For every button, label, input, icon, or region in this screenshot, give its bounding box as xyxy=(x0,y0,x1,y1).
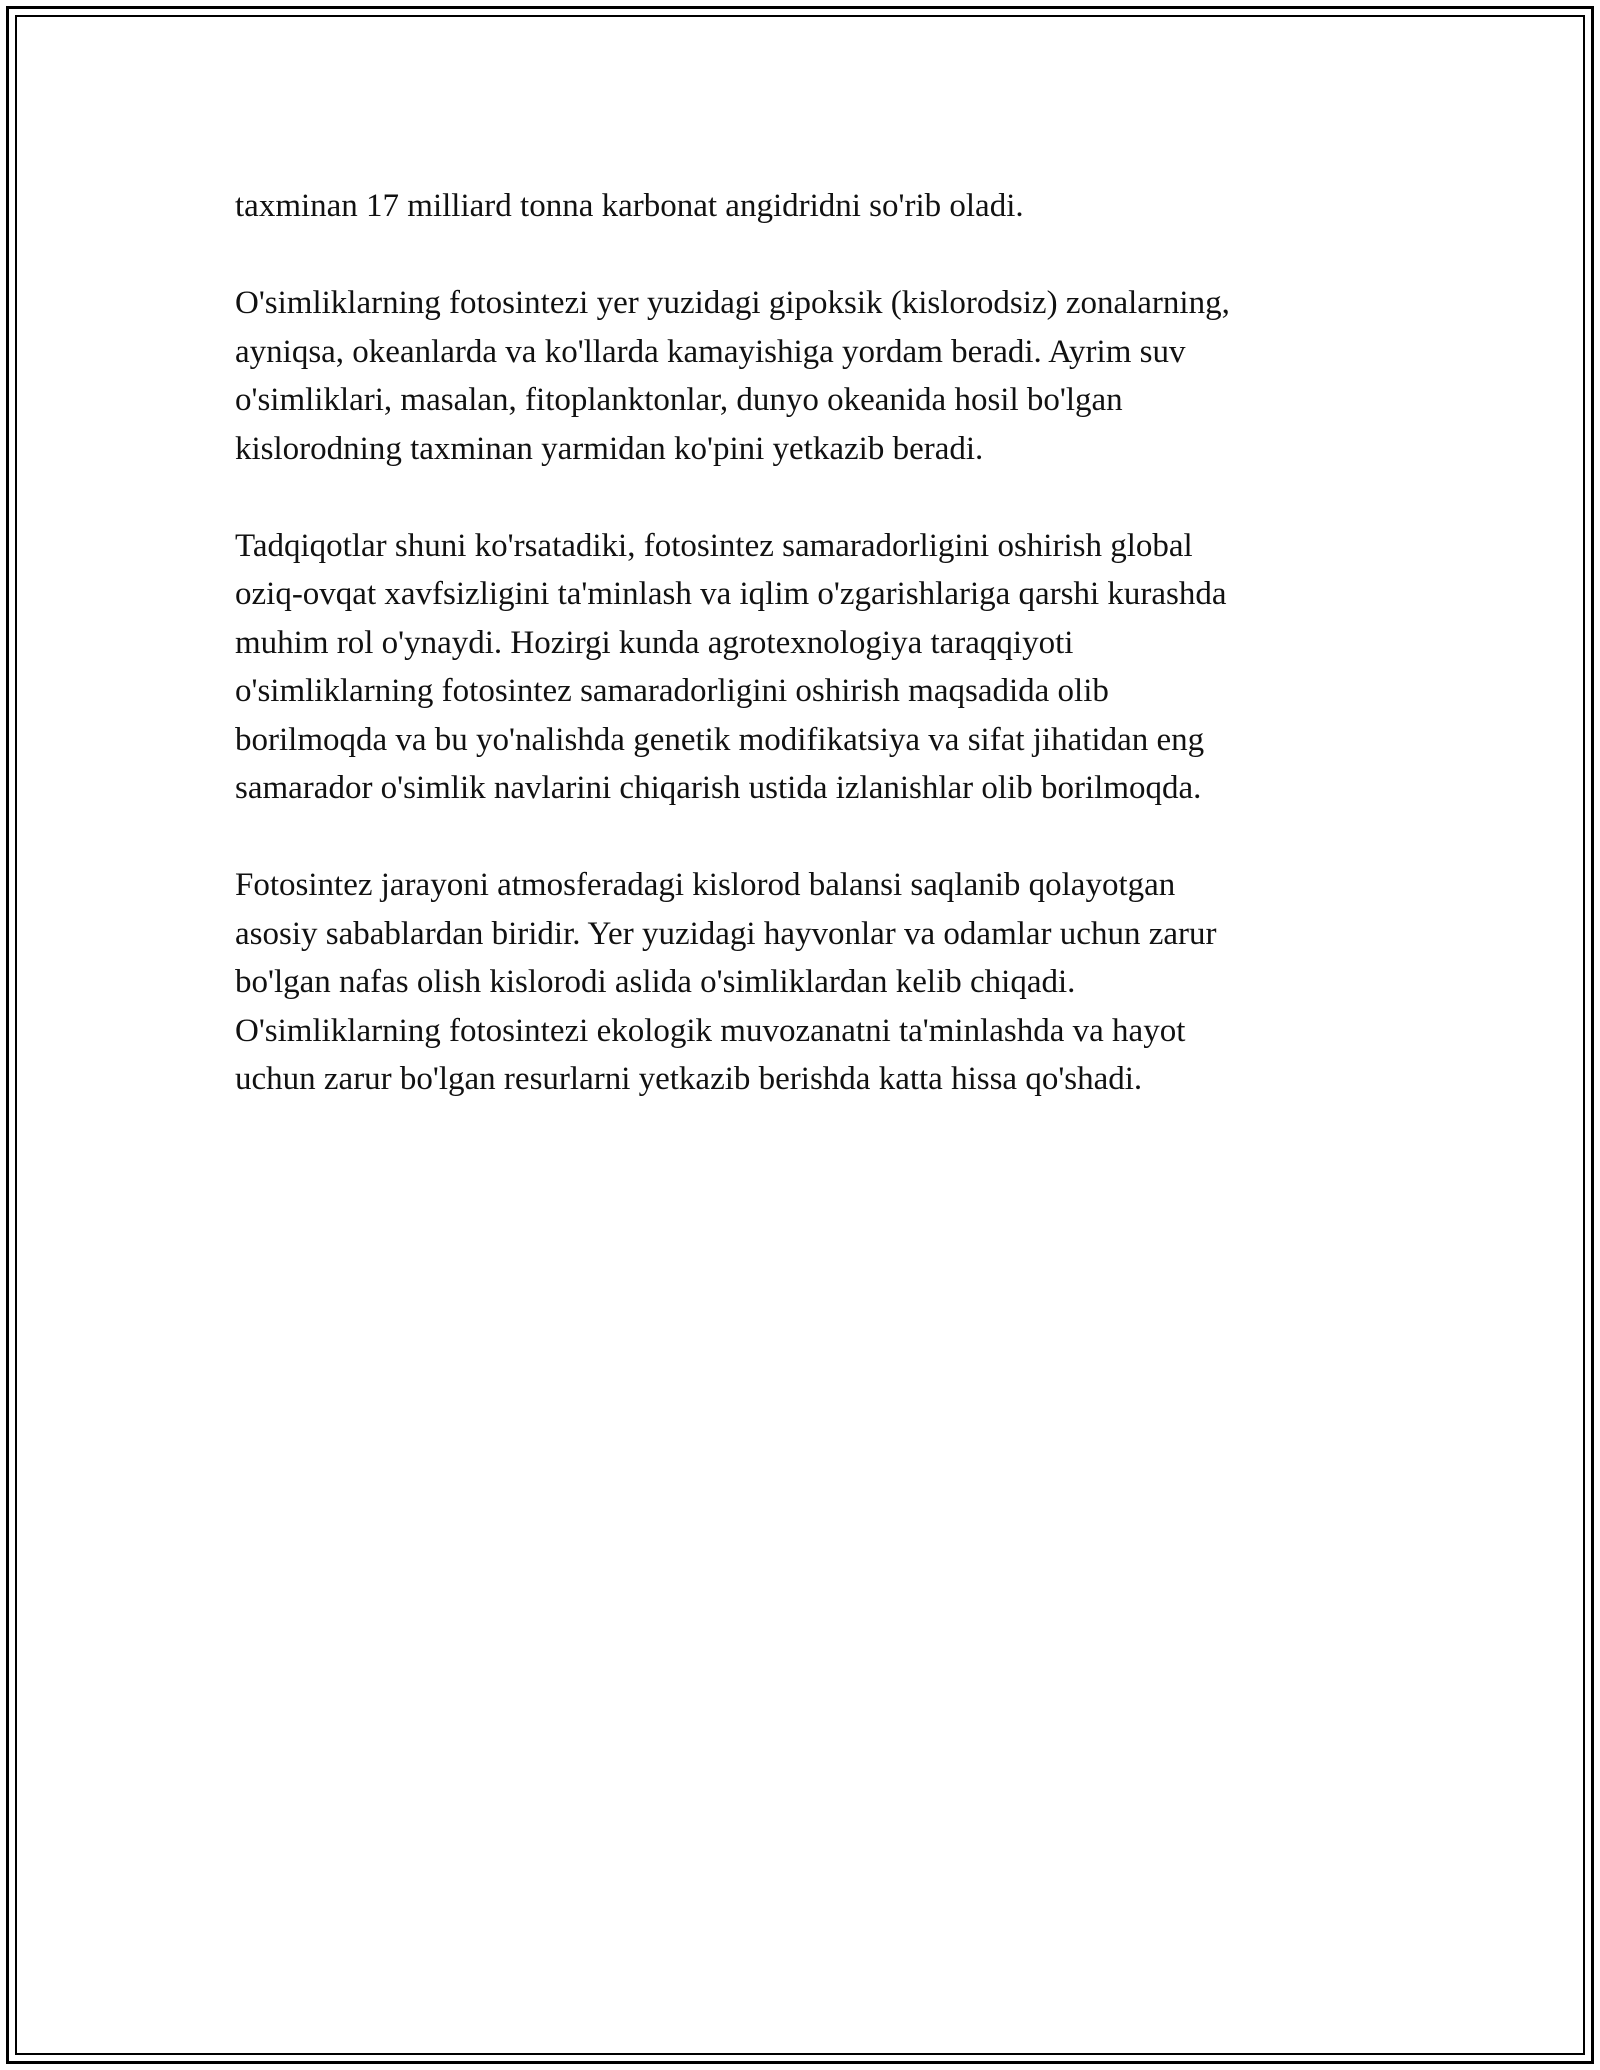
text-line: muhim rol o'ynaydi. Hozirgi kunda agrotexnologiya taraqqiyoti xyxy=(235,624,1074,661)
paragraph-1 xyxy=(235,182,1365,231)
text-line: taxminan 17 milliard tonna karbonat angidridni so'rib oladi. xyxy=(235,188,1024,224)
text-line: oziq-ovqat xavfsizligini ta'minlash va iqlim o'zgarishlariga qarshi kurashda xyxy=(235,576,1227,612)
text-line: Fotosintez jarayoni atmosferadagi kislorod balansi saqlanib qolayotgan xyxy=(235,867,1176,903)
text-line: uchun zarur bo'lgan resurlarni yetkazib berishda katta hissa qo'shadi. xyxy=(235,1061,1143,1097)
document-body xyxy=(235,182,1365,1152)
text-line: O'simliklarning fotosintezi yer yuzidagi gipoksik (kislorodsiz) zonalarning, xyxy=(235,285,1230,321)
text-line: Tadqiqotlar shuni ko'rsatadiki, fotosintez samaradorligini oshirish global xyxy=(235,527,1193,564)
text-line: borilmoqda va bu yo'nalishda genetik modifikatsiya va sifat jihatidan eng xyxy=(235,721,1205,758)
text-line: o'simliklari, masalan, fitoplanktonlar, dunyo okeanida hosil bo'lgan xyxy=(235,382,1123,418)
text-line: kislorodning taxminan yarmidan ko'pini yetkazib beradi. xyxy=(235,430,984,467)
paragraph-2 xyxy=(235,279,1365,473)
text-line: bo'lgan nafas olish kislorodi aslida o'simliklardan kelib chiqadi. xyxy=(235,964,1076,1000)
paragraph-4 xyxy=(235,861,1365,1104)
text-line: ayniqsa, okeanlarda va ko'llarda kamayishiga yordam beradi. Ayrim suv xyxy=(235,333,1186,370)
text-line: asosiy sabablardan biridir. Yer yuzidagi hayvonlar va odamlar uchun zarur xyxy=(235,915,1217,952)
paragraph-3 xyxy=(235,522,1365,813)
text-line: o'simliklarning fotosintez samaradorligini oshirish maqsadida olib xyxy=(235,673,1109,709)
text-line: samarador o'simlik navlarini chiqarish ustida izlanishlar olib borilmoqda. xyxy=(235,770,1202,806)
text-line: O'simliklarning fotosintezi ekologik muvozanatni ta'minlashda va hayot xyxy=(235,1012,1186,1049)
